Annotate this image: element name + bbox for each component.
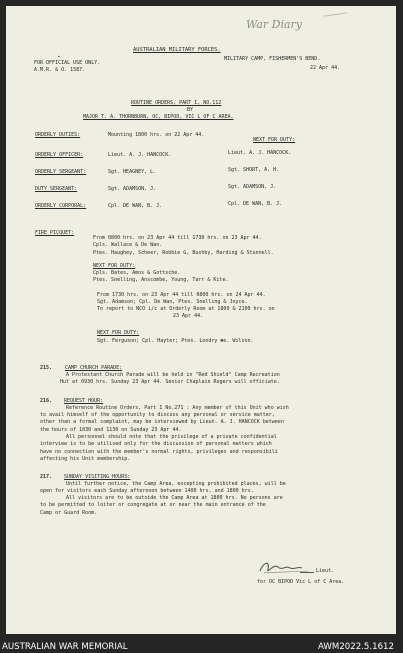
duty-next: Lieut. A. J. HANCOCK. [228, 150, 292, 156]
handwritten-war-diary-note: War Diary [246, 18, 303, 31]
section-text: affecting his Unit membership. [40, 456, 131, 462]
duty-label: DUTY SERGEANT: [35, 186, 78, 192]
section-text: other than a formal complaint, may be interviewed by Lieut. A. J. HANCOCK between [40, 419, 284, 425]
classification: FOR OFFICIAL USE ONLY. [34, 60, 101, 66]
duty-label: ORDERLY DUTIES: [35, 132, 81, 138]
duty-current: Mounting 1800 hrs. on 22 Apr 44. [108, 132, 205, 138]
fire-picquet-line: Cpls. Wallace & De Wan. [93, 242, 163, 248]
duty-label: ORDERLY OFFICER: [35, 152, 84, 158]
signature-for-line: for OC BIPOD Vic L of C Area. [257, 579, 345, 585]
duty-current: Cpl. DE WAN, B. J. [108, 203, 163, 209]
duty-next: Cpl. DE WAN, B. J. [228, 201, 283, 207]
section-title: SUNDAY VISITING HOURS: [64, 474, 131, 480]
fire-picquet-line: Cpls. Bates, Amos & Gottsche. [93, 270, 181, 276]
reference: A.M.R. & O. 1587. [34, 67, 86, 73]
section-title: REQUEST HOUR: [64, 398, 104, 404]
fire-picquet-line: To report to NCO i/c at Orderly Room at 1800 & 2100 hrs. on [97, 306, 275, 312]
orders-by-line: MAJOR T. A. THORNBURN, OC, BIPOD, VIC L OF C AREA. [83, 114, 234, 120]
duty-next: Sgt. ADAMSON, J. [228, 184, 277, 190]
section-text: open for visitors each Sunday afternoon between 1400 hrs. and 1800 hrs. [40, 488, 254, 494]
section-text: to be permitted to loiter or congregate at or near the main entrance of the [40, 502, 266, 508]
duty-label: ORDERLY SERGEANT: [35, 169, 87, 175]
fire-picquet-label: FIRE PICQUET: [35, 230, 75, 236]
section-text: All personnel should note that the privilege of a private confidential [66, 434, 277, 440]
fire-picquet-line: Sgt. Adamson; Cpl. De Wan, Ptes. Snelling & Joyce. [97, 299, 248, 305]
fire-picquet-next-label: NEXT FOR DUTY: [97, 330, 140, 336]
fire-picquet-line: Ptes. Haughey, Scheer, Robbie G, Bushby, Harding & Stunnell. [93, 250, 274, 256]
orders-title: ROUTINE ORDERS, PART I, NO.112 [131, 100, 222, 106]
hole-mark: ▲ [58, 54, 60, 58]
section-text: interview is to be utilised only for the discussion of personal matters which [40, 441, 272, 447]
fire-picquet-line: 23 Apr 44. [173, 313, 204, 319]
duty-label: ORDERLY CORPORAL: [35, 203, 87, 209]
section-number: 215. [40, 365, 53, 371]
section-title: CAMP CHURCH PARADE: [65, 365, 123, 371]
section-text: Hut at 0930 hrs. Sunday 23 Apr 44. Senior Chaplain Rogers will officiate. [60, 379, 280, 385]
fire-picquet-line: Ptes. Snelling, Anscombe, Young, Tarr & Kite. [93, 277, 229, 283]
section-text: the hours of 1030 and 1130 on Sunday 23 Apr 44. [40, 427, 182, 433]
duty-current: Lieut. A. J. HANCOCK. [108, 152, 172, 158]
section-number: 216. [40, 398, 53, 404]
section-text: to avail himself of the opportunity to discuss any personal or service matter, [40, 412, 275, 418]
duty-current: Sgt. HEAGNEY, L. [108, 169, 157, 175]
duty-current: Sgt. ADAMSON, J. [108, 186, 157, 192]
date: 22 Apr 44. [310, 65, 341, 71]
section-text: Reference Routine Orders, Part I No.271 : Any member of this Unit who wish [66, 405, 289, 411]
footer-accession-number: AWM2022.5.1612 [318, 642, 394, 652]
location: MILITARY CAMP, FISHERMEN'S BEND. [224, 56, 321, 62]
fire-picquet-next-label: NEXT FOR DUTY: [93, 263, 136, 269]
section-number: 217. [40, 474, 53, 480]
duty-next: Sgt. SHORT, A. H. [228, 167, 280, 173]
section-text: Camp or Guard Room. [40, 510, 98, 516]
section-text: Until further notice, the Camp Area, excepting prohibited places, will be [66, 481, 286, 487]
signature-rank: Lieut. [316, 568, 335, 574]
fire-picquet-line: Sgt. Ferguson; Cpl. Hayter; Ptes. Londry ☻s. Wilson. [97, 338, 254, 344]
fire-picquet-line: From 1730 hrs. on 23 Apr 44 till 0800 hrs. on 24 Apr 44. [97, 292, 266, 298]
section-text: have no connection with the member's normal rights, privileges and responsibili [40, 449, 278, 455]
document-title: AUSTRALIAN MILITARY FORCES. [133, 47, 221, 53]
fire-picquet-line: From 0800 hrs. on 23 Apr 44 till 1730 hrs. on 23 Apr 44. [93, 235, 262, 241]
signature-line [300, 572, 314, 573]
section-text: A Protestant Church Parade will be held in "Red Shield" Camp Recreation [66, 372, 280, 378]
orders-by: BY [187, 107, 194, 113]
footer-institution: AUSTRALIAN WAR MEMORIAL [2, 642, 128, 652]
next-duty-header: NEXT FOR DUTY: [253, 137, 296, 143]
section-text: All visitors are to be outside the Camp Area at 1800 hrs. No persons are [66, 495, 283, 501]
